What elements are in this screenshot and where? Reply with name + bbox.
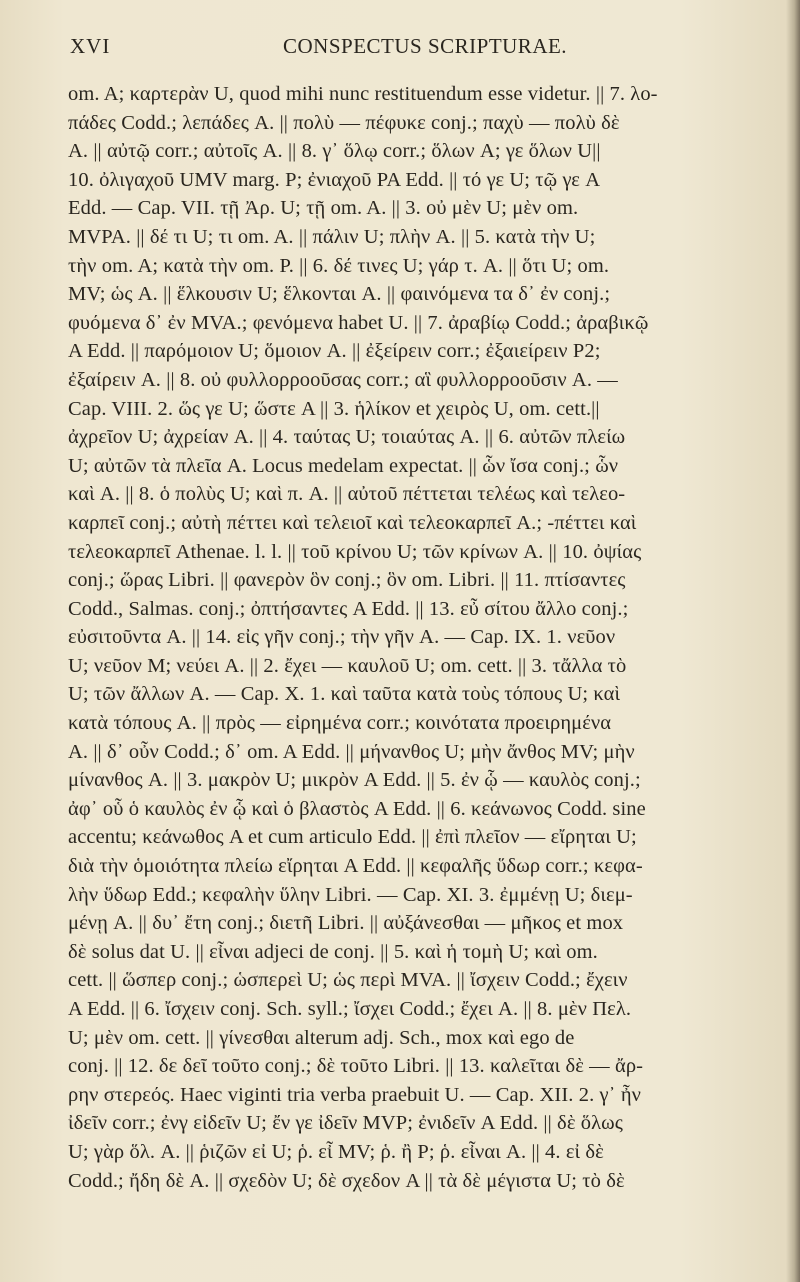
page-number: XVI <box>70 34 111 58</box>
text-line: U; τῶν ἄλλων A. — Cap. X. 1. καὶ ταῦτα κατὰ τοὺς τόπους U; καὶ <box>68 683 621 706</box>
text-line: accentu; κεάνωθος A et cum articulo Edd. || ἐπὶ πλεῖον — εἴρηται U; <box>68 826 637 849</box>
text-line: κατὰ τόπους A. || πρὸς — εἰρημένα corr.; κοινότατα προειρημένα <box>68 712 612 735</box>
text-line: A. || αὐτῷ corr.; αὐτοῖς A. || 8. γ᾽ ὅλῳ corr.; ὅλων A; γε ὅλων U|| <box>68 140 601 163</box>
text-line: φυόμενα δ᾽ ἐν MVA.; φενόμενα habet U. || 7. ἀραβίῳ Codd.; ἀραβικῷ <box>68 311 649 334</box>
text-line: ἀφ᾽ οὗ ὁ καυλὸς ἐν ᾧ καὶ ὁ βλαστὸς A Edd. || 6. κεάνωνος Codd. sine <box>68 797 646 820</box>
text-line: MVPA. || δέ τι U; τι om. A. || πάλιν U; πλὴν A. || 5. κατὰ τὴν U; <box>68 225 596 248</box>
text-line: τελεοκαρπεῖ Athenae. l. l. || τοῦ κρίνου U; τῶν κρίνων A. || 10. ὀψίας <box>68 540 642 563</box>
text-line: U; γὰρ ὅλ. A. || ῥιζῶν εἰ U; ῥ. εἶ MV; ῥ. ἢ P; ῥ. εἶναι A. || 4. εἰ δὲ <box>68 1140 604 1163</box>
text-line: λὴν ὕδωρ Edd.; κεφαλὴν ὕλην Libri. — Cap. XI. 3. ἐμμένῃ U; διεμ- <box>68 883 633 906</box>
text-line: U; νεῦον M; νεύει A. || 2. ἔχει — καυλοῦ U; om. cett. || 3. τἄλλα τὸ <box>68 654 627 677</box>
text-line: καρπεῖ conj.; αὐτὴ πέττει καὶ τελειοῖ καὶ τελεοκαρπεῖ A.; -πέττει καὶ <box>68 511 637 534</box>
text-line: τὴν om. A; κατὰ τὴν om. P. || 6. δέ τινες U; γάρ τ. A. || ὅτι U; om. <box>68 254 610 277</box>
text-line: 10. ὀλιγαχοῦ UMV marg. P; ἐνιαχοῦ PA Edd. || τό γε U; τῷ γε A <box>68 168 601 191</box>
text-line: δὲ solus dat U. || εἶναι adjeci de conj. || 5. καὶ ἡ τομὴ U; καὶ om. <box>68 940 598 963</box>
text-line: ἐξαίρειν A. || 8. οὐ φυλλορροοῦσας corr.; αἳ φυλλορροοῦσιν A. — <box>68 368 618 391</box>
text-line: Edd. — Cap. VII. τῇ Ἀρ. U; τῇ om. A. || 3. οὐ μὲν U; μὲν om. <box>68 197 579 220</box>
page-edge-shadow <box>786 0 800 1282</box>
text-line: conj. || 12. δε δεῖ τοῦτο conj.; δὲ τοῦτο Libri. || 13. καλεῖται δὲ — ἄρ- <box>68 1055 644 1078</box>
text-line: U; αὐτῶν τὰ πλεῖα A. Locus medelam expectat. || ὧν ἴσα conj.; ὧν <box>68 454 619 477</box>
text-line: εὐσιτοῦντα A. || 14. εἰς γῆν conj.; τὴν γῆν A. — Cap. IX. 1. νεῦον <box>68 626 616 649</box>
running-head <box>70 30 750 70</box>
text-line: Cap. VIII. 2. ὥς γε U; ὥστε A || 3. ἡλίκον et χειρὸς U, om. cett.|| <box>68 397 600 420</box>
text-line: A Edd. || 6. ἴσχειν conj. Sch. syll.; ἴσχει Codd.; ἔχει A. || 8. μὲν Πελ. <box>68 998 632 1020</box>
text-line: ἀχρεῖον U; ἀχρείαν A. || 4. ταύτας U; τοιαύτας A. || 6. αὐτῶν πλείω <box>68 426 626 449</box>
text-line: U; μὲν om. cett. || γίνεσθαι alterum adj. Sch., mox καὶ ego de <box>68 1026 575 1049</box>
text-line: μίνανθος A. || 3. μακρὸν U; μικρὸν A Edd. || 5. ἐν ᾧ — καυλὸς conj.; <box>68 769 641 792</box>
text-line: πάδες Codd.; λεπάδες A. || πολὺ — πέφυκε conj.; παχὺ — πολὺ δὲ <box>68 111 620 134</box>
text-line: ἰδεῖν corr.; ἐνγ εἰδεῖν U; ἔν γε ἰδεῖν MVP; ἐνιδεῖν A Edd. || δὲ ὅλως <box>68 1112 623 1135</box>
text-line: cett. || ὥσπερ conj.; ὡσπερεὶ U; ὡς περὶ MVA. || ἴσχειν Codd.; ἔχειν <box>68 969 628 992</box>
text-line: διὰ τὴν ὁμοιότητα πλείω εἴρηται A Edd. || κεφαλῆς ὕδωρ corr.; κεφα- <box>68 855 643 878</box>
text-line: A Edd. || παρόμοιον U; ὅμοιον A. || ἐξείρειν corr.; ἐξαιείρειν P2; <box>68 340 601 363</box>
apparatus-text <box>68 80 796 1195</box>
text-line: MV; ὡς A. || ἕλκουσιν U; ἕλκονται A. || φαινόμενα τα δ᾽ ἐν conj.; <box>68 283 611 306</box>
text-line: om. A; καρτερὰν U, quod mihi nunc restituendum esse videtur. || 7. λο- <box>68 83 658 105</box>
text-line: καὶ A. || 8. ὁ πολὺς U; καὶ π. A. || αὐτοῦ πέττεται τελέως καὶ τελεο- <box>68 483 626 506</box>
page-title: CONSPECTUS SCRIPTURAE. <box>283 34 568 58</box>
text-line: A. || δ᾽ οὖν Codd.; δ᾽ om. A Edd. || μήνανθος U; μὴν ἄνθος MV; μὴν <box>68 740 635 763</box>
text-line: ρην στερεός. Haec viginti tria verba praebuit U. — Cap. XII. 2. γ᾽ ἦν <box>68 1083 642 1106</box>
text-line: conj.; ὥρας Libri. || φανερὸν ὃν conj.; ὃν om. Libri. || 11. πτίσαντες <box>68 569 626 592</box>
text-line: Codd., Salmas. conj.; ὀπτήσαντες A Edd. || 13. εὖ σίτου ἄλλο conj.; <box>68 597 629 620</box>
text-line: μένῃ A. || δυ᾽ ἔτη conj.; διετῆ Libri. || αὐξάνεσθαι — μῆκος et mox <box>68 912 624 935</box>
text-line: Codd.; ἤδη δὲ A. || σχεδὸν U; δὲ σχεδον A || τὰ δὲ μέγιστα U; τὸ δὲ <box>68 1169 625 1192</box>
